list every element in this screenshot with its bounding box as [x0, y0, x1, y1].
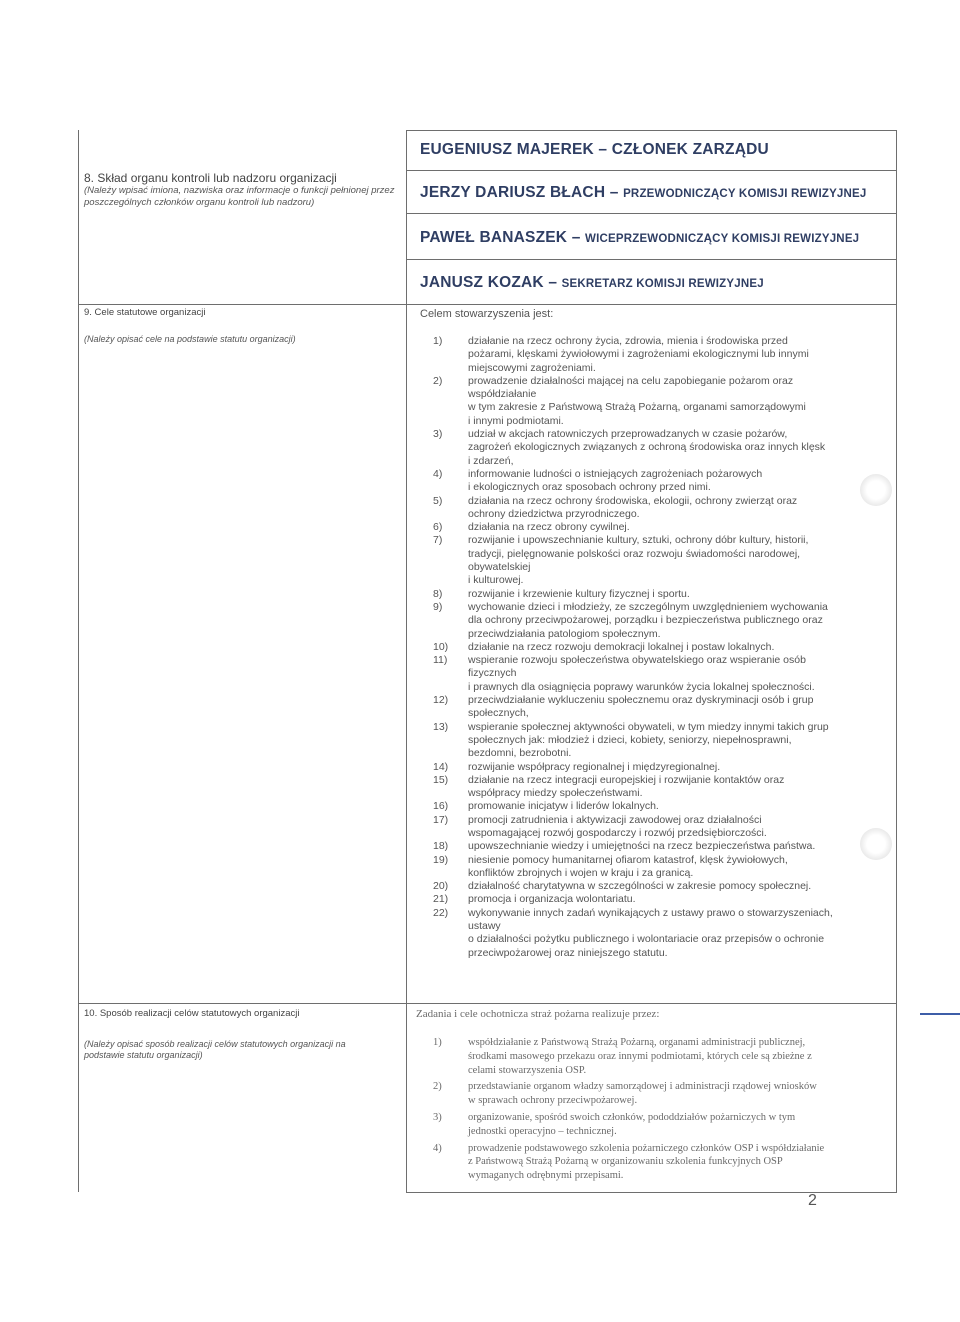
- goal-text-line: tradycji, pielęgnowanie polskości oraz rozwoju świadomości narodowej,: [468, 547, 801, 560]
- goal-text-line: i prawnych dla osiągnięcia poprawy warunków życia lokalnej społeczności.: [468, 680, 815, 693]
- realization-item-1: [433, 1036, 893, 1077]
- goal-text-line: działania na rzecz ochrony środowiska, ekologii, ochrony zwierząt oraz: [468, 494, 798, 507]
- goal-number: 1): [433, 335, 443, 347]
- goal-item-14: [433, 761, 893, 774]
- member-3: [420, 229, 859, 247]
- member-3-role: WICEPRZEWODNICZĄCY KOMISJI REWIZYJNEJ: [585, 233, 860, 245]
- goal-text: [468, 814, 893, 841]
- goal-text-line: bezdomni, bezrobotni.: [468, 747, 572, 760]
- goal-number: 8): [433, 587, 443, 600]
- goal-item-20: [433, 880, 893, 893]
- goal-text: [468, 774, 893, 801]
- goal-text: [468, 375, 893, 428]
- goal-text: [468, 721, 893, 761]
- scan-smudge-1: [860, 474, 892, 506]
- goal-text-line: rozwijanie współpracy regionalnej i międzyregionalnej.: [468, 760, 721, 773]
- section10-title: 10. Sposób realizacji celów statutowych organizacji: [84, 1008, 300, 1019]
- realization-text-line: współdziałanie z Państwową Strażą Pożarną, organami administracji publicznej,: [468, 1037, 806, 1048]
- member-4: [420, 274, 764, 292]
- goal-text: [468, 521, 893, 534]
- goal-item-18: [433, 840, 893, 853]
- goal-text: [468, 495, 893, 522]
- goal-text-line: wykonywanie innych zadań wynikających z ustawy prawo o stowarzyszeniach,: [468, 906, 833, 919]
- goal-text-line: konfliktów zbrojnych i wojen w kraju i za granicą.: [468, 866, 694, 879]
- goal-number: 22): [433, 906, 449, 919]
- goal-text: [468, 893, 893, 906]
- goal-text-line: ochrony dziedzictwa przyrodniczego.: [468, 507, 640, 520]
- goal-number: 4): [433, 467, 443, 480]
- realization-number: 2): [433, 1081, 442, 1093]
- row-rule-members-3: [406, 259, 897, 260]
- member-2: [420, 184, 867, 202]
- realization-list: [433, 1036, 893, 1186]
- goal-text-line: wspomagającej rozwój gospodarczy i rozwój przedsiębiorczości.: [468, 826, 767, 839]
- goal-text: [468, 840, 893, 853]
- member-4-name: JANUSZ KOZAK –: [420, 274, 562, 291]
- table-column-divider: [406, 130, 407, 1192]
- goal-text-line: działanie na rzecz rozwoju demokracji lokalnej i postaw lokalnych.: [468, 640, 775, 653]
- member-3-name: PAWEŁ BANASZEK –: [420, 229, 586, 246]
- realization-text-line: w sprawach ochrony przeciwpożarowej.: [468, 1095, 638, 1107]
- realization-text: [468, 1080, 893, 1108]
- goal-number: 2): [433, 374, 443, 387]
- goal-item-21: [433, 893, 893, 906]
- goal-number: 21): [433, 893, 449, 906]
- goal-text-line: pożarami, klęskami żywiołowymi i zagrożeniami ekologicznymi lub innymi: [468, 348, 809, 361]
- row-rule-members-2: [406, 213, 897, 214]
- section9-title: 9. Cele statutowe organizacji: [84, 307, 206, 318]
- realization-text: [468, 1142, 893, 1183]
- member-2-role: PRZEWODNICZĄCY KOMISJI REWIZYJNEJ: [623, 188, 867, 200]
- goal-text: [468, 428, 893, 468]
- goal-number: 9): [433, 600, 443, 613]
- goal-item-3: [433, 428, 893, 468]
- table-right-border: [896, 130, 897, 1192]
- goal-number: 12): [433, 694, 449, 707]
- row-rule-top: [406, 130, 897, 131]
- realization-item-2: [433, 1080, 893, 1108]
- goal-item-2: [433, 375, 893, 428]
- goal-text: [468, 654, 893, 694]
- goal-text: [468, 854, 893, 881]
- goal-text-line: wychowanie dzieci i młodzieży, ze szczególnym uwzględnieniem wychowania: [468, 600, 828, 613]
- goal-text-line: społecznych,: [468, 707, 529, 720]
- realization-text: [468, 1111, 893, 1139]
- realization-text-line: prowadzenie podstawowego szkolenia pożarniczego członków OSP i współdziałanie: [468, 1142, 825, 1154]
- goal-text-line: i ekologicznych oraz sposobach ochrony przed nimi.: [468, 481, 711, 494]
- goal-item-7: [433, 534, 893, 587]
- goal-text-line: działanie na rzecz ochrony życia, zdrowia, mienia i środowiska przed: [468, 335, 788, 347]
- scan-smudge-2: [860, 828, 892, 860]
- goal-text-line: wspieranie społecznej aktywności obywateli, w tym miedzy innymi takich grup: [468, 720, 829, 733]
- goal-text-line: rozwijanie i upowszechnianie kultury, sztuki, ochrony dóbr kultury, historii,: [468, 534, 809, 547]
- goal-item-6: [433, 521, 893, 534]
- goal-item-17: [433, 814, 893, 841]
- realization-text: [468, 1036, 893, 1077]
- goal-text: [468, 761, 893, 774]
- section8-title: 8. Skład organu kontroli lub nadzoru organizacji: [84, 171, 337, 185]
- goal-text-line: prowadzenie działalności mającej na celu zapobieganie pożarom oraz: [468, 374, 794, 387]
- realization-item-3: [433, 1111, 893, 1139]
- goal-item-8: [433, 588, 893, 601]
- goal-text: [468, 641, 893, 654]
- goal-item-9: [433, 601, 893, 641]
- realization-text-line: środkami masowego przekazu oraz innymi podmiotami, których cele są zbieżne z: [468, 1050, 812, 1062]
- goal-text-line: w tym zakresie z Państwową Strażą Pożarną, organami samorządowymi: [468, 401, 806, 414]
- realization-text-line: celami stowarzyszenia OSP.: [468, 1064, 587, 1076]
- goal-text-line: informowanie ludności o istniejących zagrożeniach pożarowych: [468, 467, 763, 480]
- goal-number: 7): [433, 534, 443, 547]
- realization-text-line: jednostki operacyjno – technicznej.: [468, 1125, 617, 1137]
- goal-text-line: działanie na rzecz integracji europejskiej i rozwijanie kontaktów oraz: [468, 773, 785, 786]
- goal-text-line: działalność charytatywna w szczególności w zakresie pomocy społecznej.: [468, 880, 812, 893]
- goal-text-line: przeciwpożarowej oraz niniejszego statutu.: [468, 946, 668, 959]
- realization-text-line: przedstawianie organom władzy samorządowej i administracji rządowej wniosków: [468, 1081, 817, 1093]
- section8-note-line-1: (Należy wpisać imiona, nazwiska oraz informacje o funkcji pełnionej przez: [84, 185, 395, 196]
- goal-text-line: niesienie pomocy humanitarnej ofiarom katastrof, klęsk żywiołowych,: [468, 853, 788, 866]
- section9-intro: Celem stowarzyszenia jest:: [420, 308, 554, 320]
- goal-item-12: [433, 694, 893, 721]
- goal-number: 19): [433, 853, 449, 866]
- goal-text-line: dla ochrony przeciwpożarowej, porządku i bezpieczeństwa publicznego oraz: [468, 614, 823, 627]
- goal-text-line: współdziałanie: [468, 388, 537, 401]
- table-left-border: [78, 130, 79, 1192]
- realization-text-line: organizowanie, spośród swoich członków, pododdziałów pożarniczych w tym: [468, 1111, 796, 1123]
- goal-text-line: promocja i organizacja wolontariatu.: [468, 893, 636, 906]
- realization-number: 4): [433, 1142, 442, 1154]
- page-number: 2: [808, 1192, 817, 1209]
- row-rule-members-1: [406, 170, 897, 171]
- member-1-name: EUGENIUSZ MAJEREK – CZŁONEK ZARZĄDU: [420, 141, 769, 158]
- goal-text-line: ustawy: [468, 920, 501, 933]
- goal-text-line: działania na rzecz obrony cywilnej.: [468, 521, 630, 534]
- goal-text-line: współpracy miedzy społeczeństwami.: [468, 787, 643, 800]
- goal-item-15: [433, 774, 893, 801]
- goal-number: 13): [433, 720, 449, 733]
- goal-text-line: zagrożeń ekologicznych związanych z ochroną środowiska oraz innych klęsk: [468, 441, 826, 454]
- realization-text-line: z Państwową Strażą Pożarną w organizowaniu szkolenia funkcyjnych OSP: [468, 1156, 783, 1168]
- goal-text: [468, 694, 893, 721]
- goal-text-line: i kulturowej.: [468, 574, 524, 587]
- goal-text-line: wspieranie rozwoju społeczeństwa obywatelskiego oraz wspieranie osób: [468, 654, 806, 667]
- goal-text-line: o działalności pożytku publicznego i wolontariacie oraz przepisów o ochronie: [468, 933, 825, 946]
- goal-number: 11): [433, 654, 448, 667]
- goal-text: [468, 534, 893, 587]
- realization-text-line: wymaganych odrębnymi przepisami.: [468, 1170, 624, 1182]
- goal-text: [468, 588, 893, 601]
- member-2-name: JERZY DARIUSZ BŁACH –: [420, 184, 624, 201]
- goal-text-line: miejscowymi zagrożeniami.: [468, 361, 596, 374]
- goal-text-line: i zdarzeń,: [468, 454, 514, 467]
- goal-item-10: [433, 641, 893, 654]
- goal-text-line: i innymi podmiotami.: [468, 414, 564, 427]
- goal-item-4: [433, 468, 893, 495]
- goal-item-16: [433, 800, 893, 813]
- goal-item-11: [433, 654, 893, 694]
- goal-text-line: upowszechnianie wiedzy i umiejętności na rzecz bezpieczeństwa państwa.: [468, 840, 816, 853]
- goal-number: 16): [433, 800, 449, 813]
- goal-text-line: przeciwdziałanie wykluczeniu społecznemu oraz dyskryminacji osób i grup: [468, 694, 814, 707]
- realization-number: 3): [433, 1111, 442, 1123]
- row-rule-section9: [78, 304, 897, 305]
- member-1: [420, 141, 769, 159]
- goal-text: [468, 907, 893, 960]
- goal-text-line: społecznych jak: młodzież i dzieci, kobiety, seniorzy, niepełnosprawni,: [468, 733, 792, 746]
- realization-item-4: [433, 1142, 893, 1183]
- goal-text: [468, 800, 893, 813]
- goal-item-1: [433, 335, 893, 375]
- goal-number: 5): [433, 494, 443, 507]
- section8-note-line-2: poszczególnych członków organu kontroli lub nadzoru): [84, 197, 315, 208]
- goal-number: 15): [433, 773, 449, 786]
- member-4-role: SEKRETARZ KOMISJI REWIZYJNEJ: [561, 278, 764, 290]
- section10-note-line-1: (Należy opisać sposób realizacji celów statutowych organizacji na: [84, 1039, 346, 1049]
- section9-note: (Należy opisać cele na podstawie statutu organizacji): [84, 334, 296, 344]
- goal-text-line: obywatelskiej: [468, 561, 531, 574]
- goals-list: [433, 335, 893, 960]
- goal-item-13: [433, 721, 893, 761]
- goal-text: [468, 468, 893, 495]
- goal-number: 3): [433, 428, 443, 441]
- goal-item-5: [433, 495, 893, 522]
- goal-text-line: rozwijanie i krzewienie kultury fizycznej i sportu.: [468, 587, 690, 600]
- realization-number: 1): [433, 1037, 442, 1048]
- goal-text-line: promowanie inicjatyw i liderów lokalnych.: [468, 800, 659, 813]
- goal-text-line: promocji zatrudnienia i aktywizacji zawodowej oraz działalności: [468, 813, 762, 826]
- goal-text-line: fizycznych: [468, 667, 517, 680]
- goal-number: 6): [433, 521, 443, 534]
- goal-item-19: [433, 854, 893, 881]
- goal-number: 17): [433, 813, 449, 826]
- goal-number: 20): [433, 880, 449, 893]
- goal-number: 18): [433, 840, 449, 853]
- goal-text: [468, 335, 893, 375]
- goal-number: 14): [433, 760, 449, 773]
- goal-text: [468, 601, 893, 641]
- section10-intro: Zadania i cele ochotnicza straż pożarna realizuje przez:: [416, 1008, 660, 1020]
- section10-note-line-2: podstawie statutu organizacji): [84, 1050, 203, 1060]
- row-rule-bottom: [406, 1192, 897, 1193]
- goal-text-line: przeciwdziałania patologiom społecznym.: [468, 627, 661, 640]
- goal-text: [468, 880, 893, 893]
- margin-mark: [920, 1013, 960, 1015]
- goal-number: 10): [433, 640, 449, 653]
- goal-item-22: [433, 907, 893, 960]
- goal-text-line: udział w akcjach ratowniczych przeprowadzanych w czasie pożarów,: [468, 428, 788, 441]
- row-rule-section10: [78, 1003, 897, 1004]
